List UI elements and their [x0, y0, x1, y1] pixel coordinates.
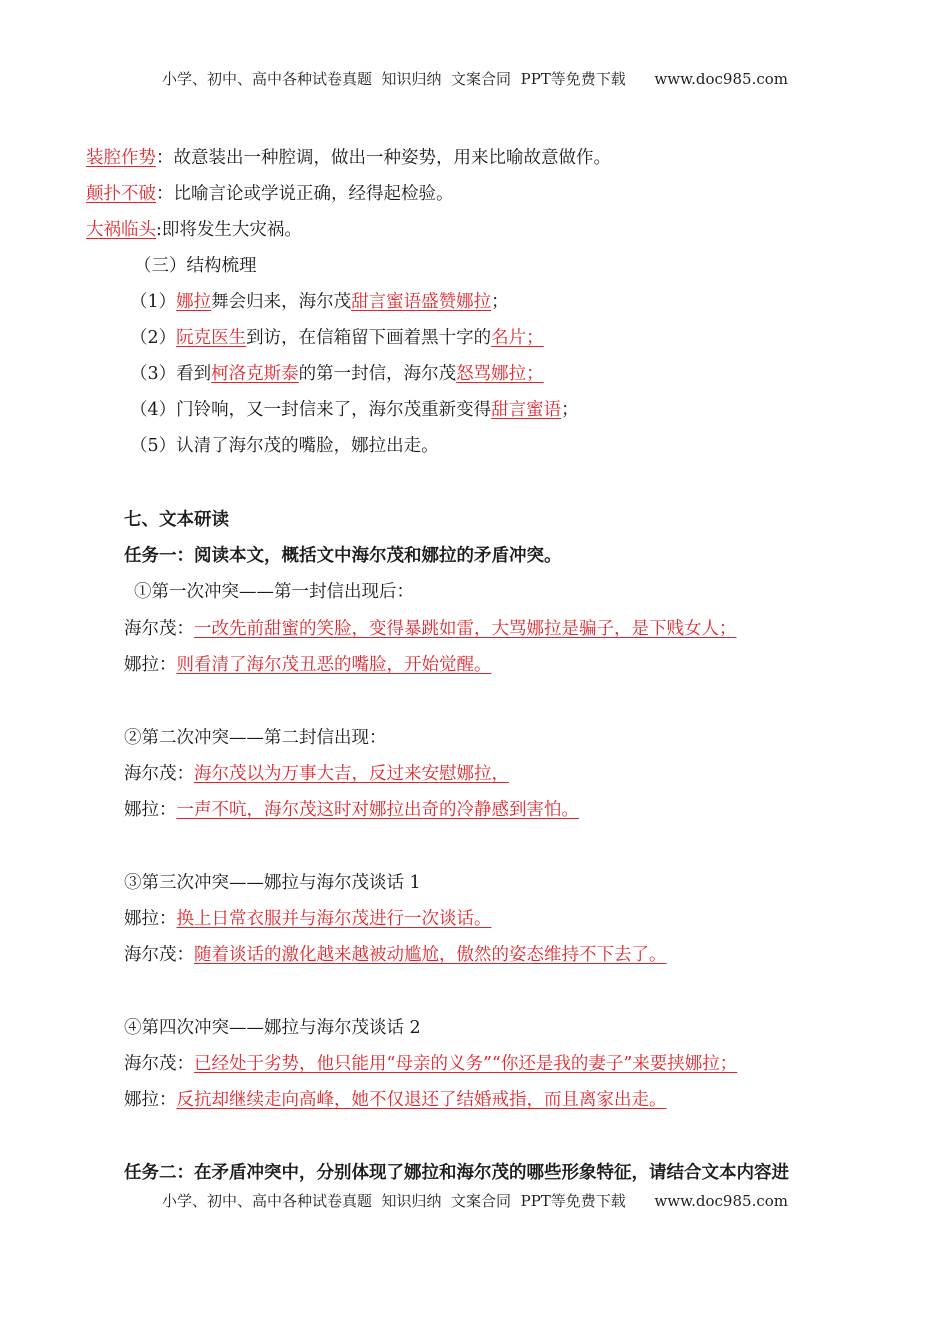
answer-blank: 甜言蜜语盛赞娜拉	[351, 292, 492, 312]
vocab-sep: ：	[156, 148, 174, 168]
vocab-sep: ：	[156, 184, 174, 204]
item-number: （2）	[130, 328, 177, 348]
item-text: 的第一封信，海尔茂	[298, 364, 457, 384]
answer-text: 一声不吭，海尔茂这时对娜拉出奇的冷静感到害怕。	[176, 800, 579, 820]
task-two-prompt: 任务二：在矛盾冲突中，分别体现了娜拉和海尔茂的哪些形象特征，请结合文本内容进	[124, 1163, 789, 1183]
item-text: 看到	[176, 364, 212, 384]
answer-blank: 娜拉	[176, 292, 212, 312]
speaker-label: 娜拉：	[124, 909, 177, 929]
speaker-label: 娜拉：	[124, 1090, 177, 1110]
vocab-sep: :	[156, 220, 162, 240]
item-text: ；	[561, 400, 579, 420]
answer-blank: 阮克医生	[176, 328, 247, 348]
speaker-label: 海尔茂：	[124, 945, 194, 965]
item-number: （5）	[130, 436, 177, 456]
structure-item	[130, 362, 544, 386]
answer-text: 已经处于劣势，他只能用“母亲的义务”“你还是我的妻子”来要挟娜拉；	[194, 1054, 738, 1074]
conflict-title: ①第一次冲突——第一封信出现后：	[134, 582, 414, 602]
vocab-term: 装腔作势	[86, 148, 156, 168]
item-text: 认清了海尔茂的嘴脸，娜拉出走。	[176, 436, 439, 456]
conflict-title: ④第四次冲突——娜拉与海尔茂谈话 2	[124, 1018, 421, 1038]
conflict-line	[124, 907, 492, 931]
answer-text: 海尔茂以为万事大吉，反过来安慰娜拉，	[194, 764, 509, 784]
answer-text: 换上日常衣服并与海尔茂进行一次谈话。	[176, 909, 492, 929]
answer-blank: 怒骂娜拉；	[456, 364, 544, 384]
item-number: （3）	[130, 364, 177, 384]
answer-text: 随着谈话的激化越来越被动尴尬，傲然的姿态维持不下去了。	[194, 945, 667, 965]
item-number: （4）	[130, 400, 177, 420]
item-text: 门铃响，又一封信来了，海尔茂重新变得	[176, 400, 492, 420]
conflict-line	[124, 762, 509, 786]
speaker-label: 海尔茂：	[124, 619, 194, 639]
item-number: （1）	[130, 292, 177, 312]
answer-blank: 甜言蜜语	[491, 400, 562, 420]
speaker-label: 海尔茂：	[124, 764, 194, 784]
conflict-line	[124, 943, 667, 967]
conflict-title: ③第三次冲突——娜拉与海尔茂谈话 1	[124, 873, 421, 893]
answer-text: 一改先前甜蜜的笑脸，变得暴跳如雷，大骂娜拉是骗子，是下贱女人；	[194, 619, 737, 639]
vocab-definition: 比喻言论或学说正确，经得起检验。	[173, 184, 454, 204]
structure-item	[130, 290, 509, 314]
vocab-item	[86, 146, 611, 170]
speaker-label: 海尔茂：	[124, 1054, 194, 1074]
answer-blank: 柯洛克斯泰	[211, 364, 299, 384]
conflict-title: ②第二次冲突——第二封信出现：	[124, 728, 387, 748]
vocab-term: 颠扑不破	[86, 184, 156, 204]
conflict-line	[124, 1052, 737, 1076]
item-text: 到访，在信箱留下画着黑十字的	[246, 328, 492, 348]
task-one-prompt: 任务一：阅读本文，概括文中海尔茂和娜拉的矛盾冲突。	[124, 546, 562, 566]
vocab-item	[86, 218, 302, 242]
conflict-line	[124, 617, 737, 641]
structure-heading: （三）结构梳理	[134, 256, 257, 276]
speaker-label: 娜拉：	[124, 800, 177, 820]
speaker-label: 娜拉：	[124, 655, 177, 675]
conflict-line	[124, 653, 492, 677]
section-title: 七、文本研读	[124, 510, 229, 530]
conflict-line	[124, 1088, 667, 1112]
structure-item	[130, 398, 579, 422]
vocab-item	[86, 182, 454, 206]
item-text: 舞会归来，海尔茂	[211, 292, 352, 312]
answer-text: 则看清了海尔茂丑恶的嘴脸，开始觉醒。	[176, 655, 492, 675]
vocab-term: 大祸临头	[86, 220, 156, 240]
structure-item	[130, 326, 544, 350]
answer-blank: 名片；	[491, 328, 544, 348]
answer-text: 反抗却继续走向高峰，她不仅退还了结婚戒指，而且离家出走。	[176, 1090, 667, 1110]
structure-item	[130, 434, 439, 458]
conflict-line	[124, 798, 579, 822]
vocab-definition: 即将发生大灾祸。	[161, 220, 302, 240]
item-text: ；	[491, 292, 509, 312]
vocab-definition: 故意装出一种腔调，做出一种姿势，用来比喻故意做作。	[173, 148, 611, 168]
page-header: 小学、初中、高中各种试卷真题 知识归纳 文案合同 PPT等免费下载 www.doc985.com	[161, 70, 788, 88]
page-footer: 小学、初中、高中各种试卷真题 知识归纳 文案合同 PPT等免费下载 www.doc985.com	[161, 1192, 788, 1210]
